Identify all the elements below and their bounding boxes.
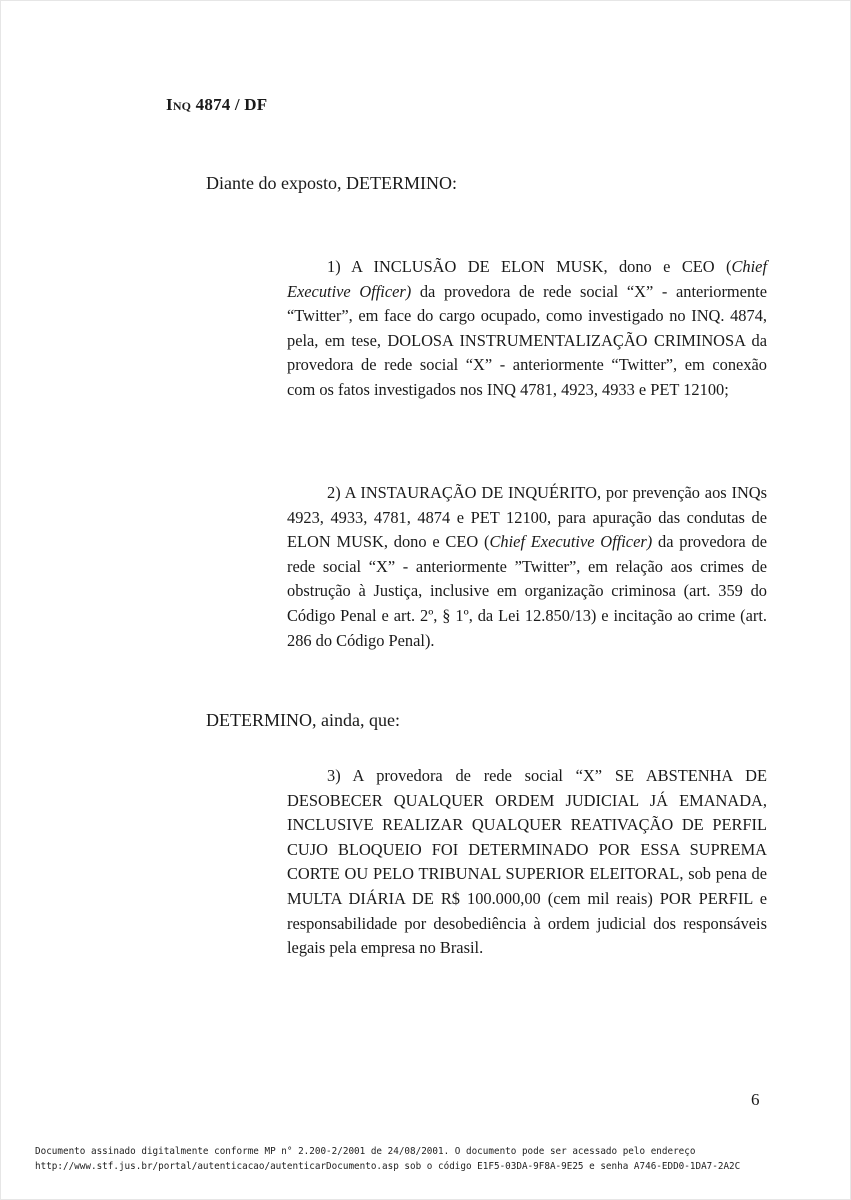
paragraph-item-2 — [287, 481, 767, 653]
item-1-ceo-expansion: Chief Executive Officer) — [287, 257, 767, 301]
item-1-lead: 1) A INCLUSÃO DE ELON MUSK, dono e CEO ( — [327, 257, 732, 276]
item-1-body: da provedora de rede social “X” - anteriormente “Twitter”, em face do cargo ocupado, como investigado no INQ. 4874, pela, em tese, DOLOSA INSTRUMENTALIZAÇÃO CRIMINOSA da provedora de rede social “X” - anteriormente “Twitter”, em conexão com os fatos investigados nos INQ 4781, 4923, 4933 e PET 12100; — [287, 281, 767, 399]
item-2-ceo-expansion: Chief Executive Officer) — [489, 532, 653, 552]
paragraph-item-3: 3) A provedora de rede social “X” SE ABSTENHA DE DESOBECER QUALQUER ORDEM JUDICIAL JÁ EMANADA, INCLUSIVE REALIZAR QUALQUER REATIVAÇÃO DE PERFIL CUJO BLOQUEIO FOI DETERMINADO POR ESSA SUPREMA CORTE OU PELO TRIBUNAL SUPERIOR ELEITORAL, sob pena de MULTA DIÁRIA DE R$ 100.000,00 (cem mil reais) POR PERFIL e responsabilidade por desobediência à ordem judicial dos responsáveis legais pela empresa no Brasil. — [287, 766, 767, 958]
item-2-body: da provedora de rede social “X” - anteriormente ”Twitter”, em relação aos crimes de obstrução à Justiça, inclusive em organização criminosa (art. 359 do Código Penal e art. 2º, § 1º, da Lei 12.850/13) e incitação ao crime (art. 286 do Código Penal). — [287, 532, 767, 650]
paragraph-item-1 — [287, 255, 767, 403]
footer-line-2: http://www.stf.jus.br/portal/autenticacao/autenticarDocumento.asp sob o código E1F5-03DA-9F8A-9E25 e senha A746-EDD0-1DA7-2A2C — [35, 1161, 741, 1172]
inq-label: Inq — [166, 95, 192, 114]
intro-sentence: Diante do exposto, DETERMINO: — [206, 173, 457, 193]
page-number: 6 — [751, 1090, 760, 1109]
determino-ainda: DETERMINO, ainda, que: — [206, 710, 400, 730]
footer-line-1: Documento assinado digitalmente conforme MP n° 2.200-2/2001 de 24/08/2001. O documento pode ser acessado pelo endereço — [35, 1146, 696, 1157]
case-reference: 4874 / DF — [191, 95, 268, 114]
case-header — [166, 95, 267, 115]
item-2-lead: 2) A INSTAURAÇÃO DE INQUÉRITO, por prevenção aos INQs 4923, 4933, 4781, 4874 e PET 12100, para apuração das condutas de ELON MUSK, dono e CEO ( — [287, 483, 767, 552]
signature-footer — [35, 1144, 740, 1174]
